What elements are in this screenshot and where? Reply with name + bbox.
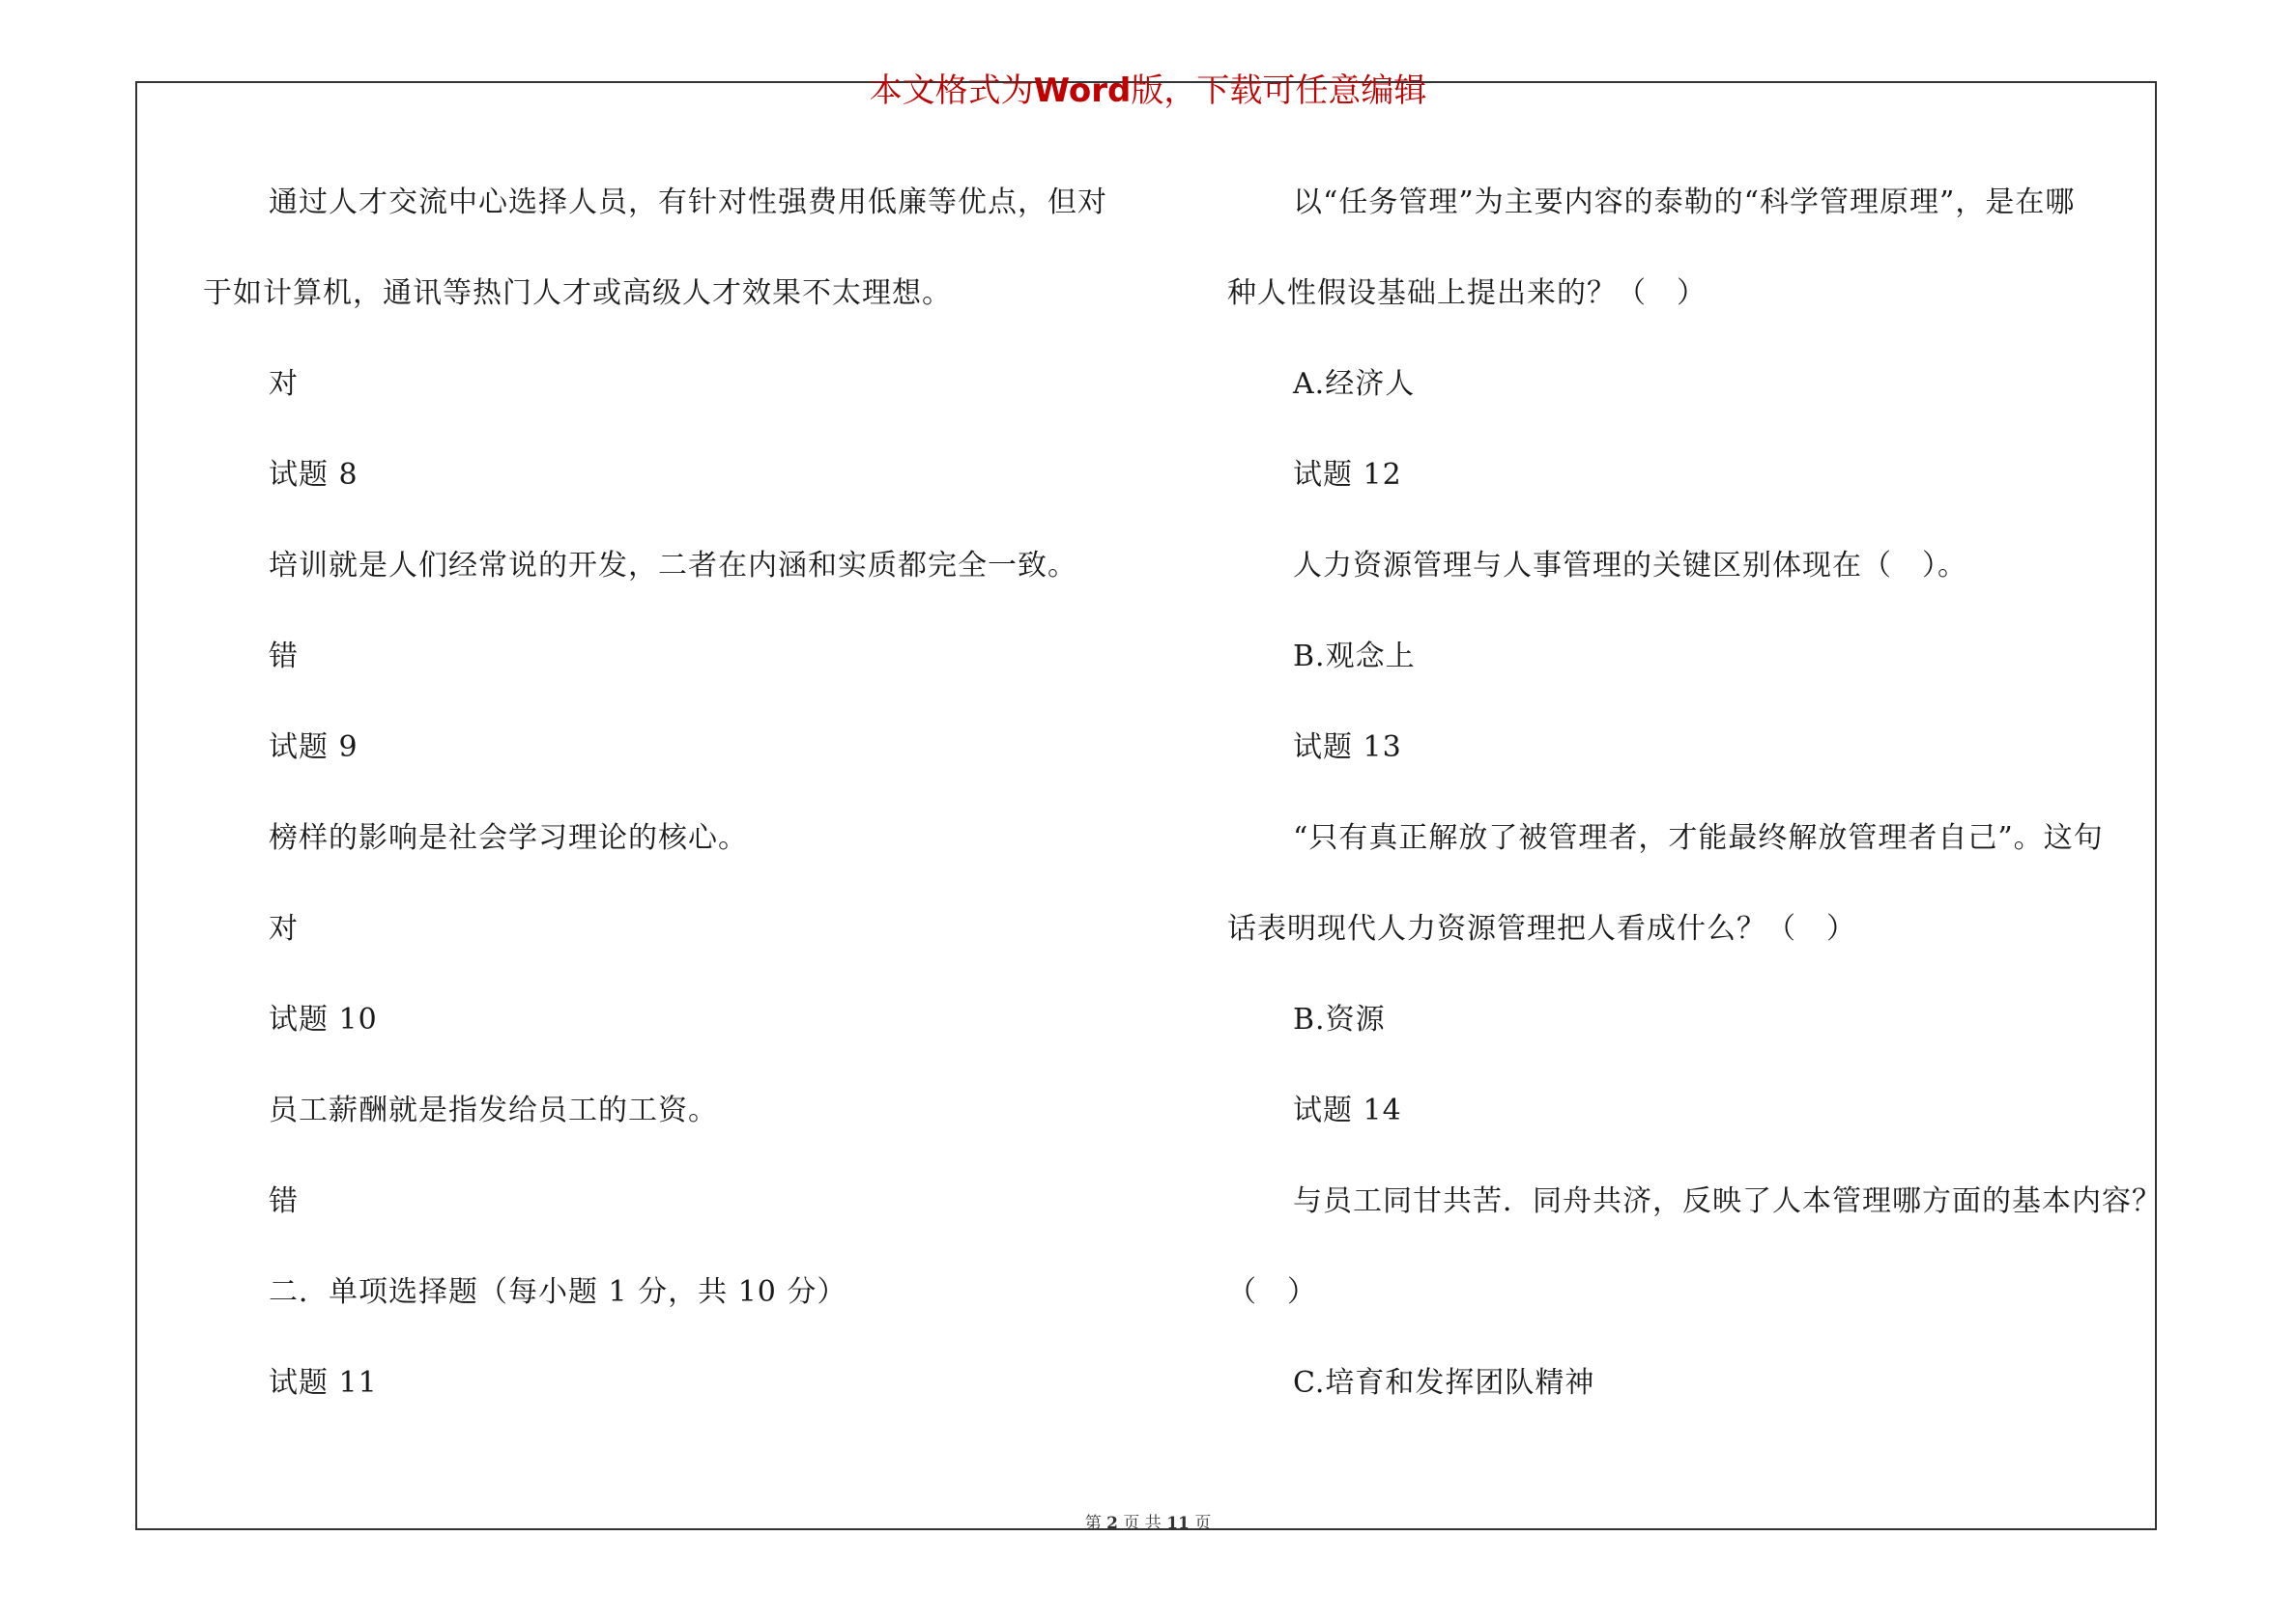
question-number: 试题 8: [269, 458, 359, 492]
text-line: 种人性假设基础上提出来的？（ ）: [1227, 276, 1707, 310]
text-line: 话表明现代人力资源管理把人看成什么？（ ）: [1227, 912, 1856, 946]
text-line: 与员工同甘共苦．同舟共济，反映了人本管理哪方面的基本内容？: [1293, 1184, 2162, 1218]
footer-text: 页: [1194, 1514, 1212, 1533]
answer-line: 错: [269, 1184, 299, 1218]
text-line: 通过人才交流中心选择人员，有针对性强费用低廉等优点，但对: [269, 185, 1107, 219]
text-line: （ ）: [1227, 1275, 1317, 1309]
banner-text-word: Word: [1033, 71, 1132, 110]
text-line: 榜样的影响是社会学习理论的核心。: [269, 821, 748, 855]
footer-text: 第: [1084, 1514, 1102, 1533]
text-line: 于如计算机，通讯等热门人才或高级人才效果不太理想。: [203, 276, 952, 310]
answer-line: A.经济人: [1293, 367, 1416, 401]
answer-line: 对: [269, 367, 299, 401]
question-number: 试题 11: [269, 1366, 378, 1400]
banner-text-pre: 本文格式为: [869, 71, 1034, 110]
footer-text: 页 共: [1123, 1514, 1162, 1533]
text-line: 培训就是人们经常说的开发，二者在内涵和实质都完全一致。: [269, 549, 1077, 583]
question-number: 试题 13: [1293, 730, 1402, 764]
answer-line: B.资源: [1293, 1003, 1386, 1037]
text-line: 以“任务管理”为主要内容的泰勒的“科学管理原理”，是在哪: [1293, 185, 2076, 219]
answer-line: C.培育和发挥团队精神: [1293, 1366, 1595, 1400]
text-line: “只有真正解放了被管理者，才能最终解放管理者自己”。这句: [1293, 821, 2104, 855]
answer-line: 对: [269, 912, 299, 946]
text-line: 员工薪酬就是指发给员工的工资。: [269, 1094, 718, 1127]
question-number: 试题 10: [269, 1003, 378, 1037]
text-line: 人力资源管理与人事管理的关键区别体现在（ ）。: [1293, 549, 1967, 583]
question-number: 试题 14: [1293, 1094, 1402, 1127]
word-format-banner: [0, 70, 2296, 112]
page-footer: [0, 1513, 2296, 1534]
answer-line: B.观念上: [1293, 640, 1416, 673]
question-number: 试题 9: [269, 730, 359, 764]
question-number: 试题 12: [1293, 458, 1402, 492]
total-pages: 11: [1166, 1514, 1190, 1533]
section-heading: 二．单项选择题（每小题 1 分，共 10 分）: [269, 1275, 847, 1309]
current-page-number: 2: [1106, 1514, 1118, 1533]
answer-line: 错: [269, 640, 299, 673]
banner-text-post: 版，下载可任意编辑: [1131, 71, 1427, 110]
